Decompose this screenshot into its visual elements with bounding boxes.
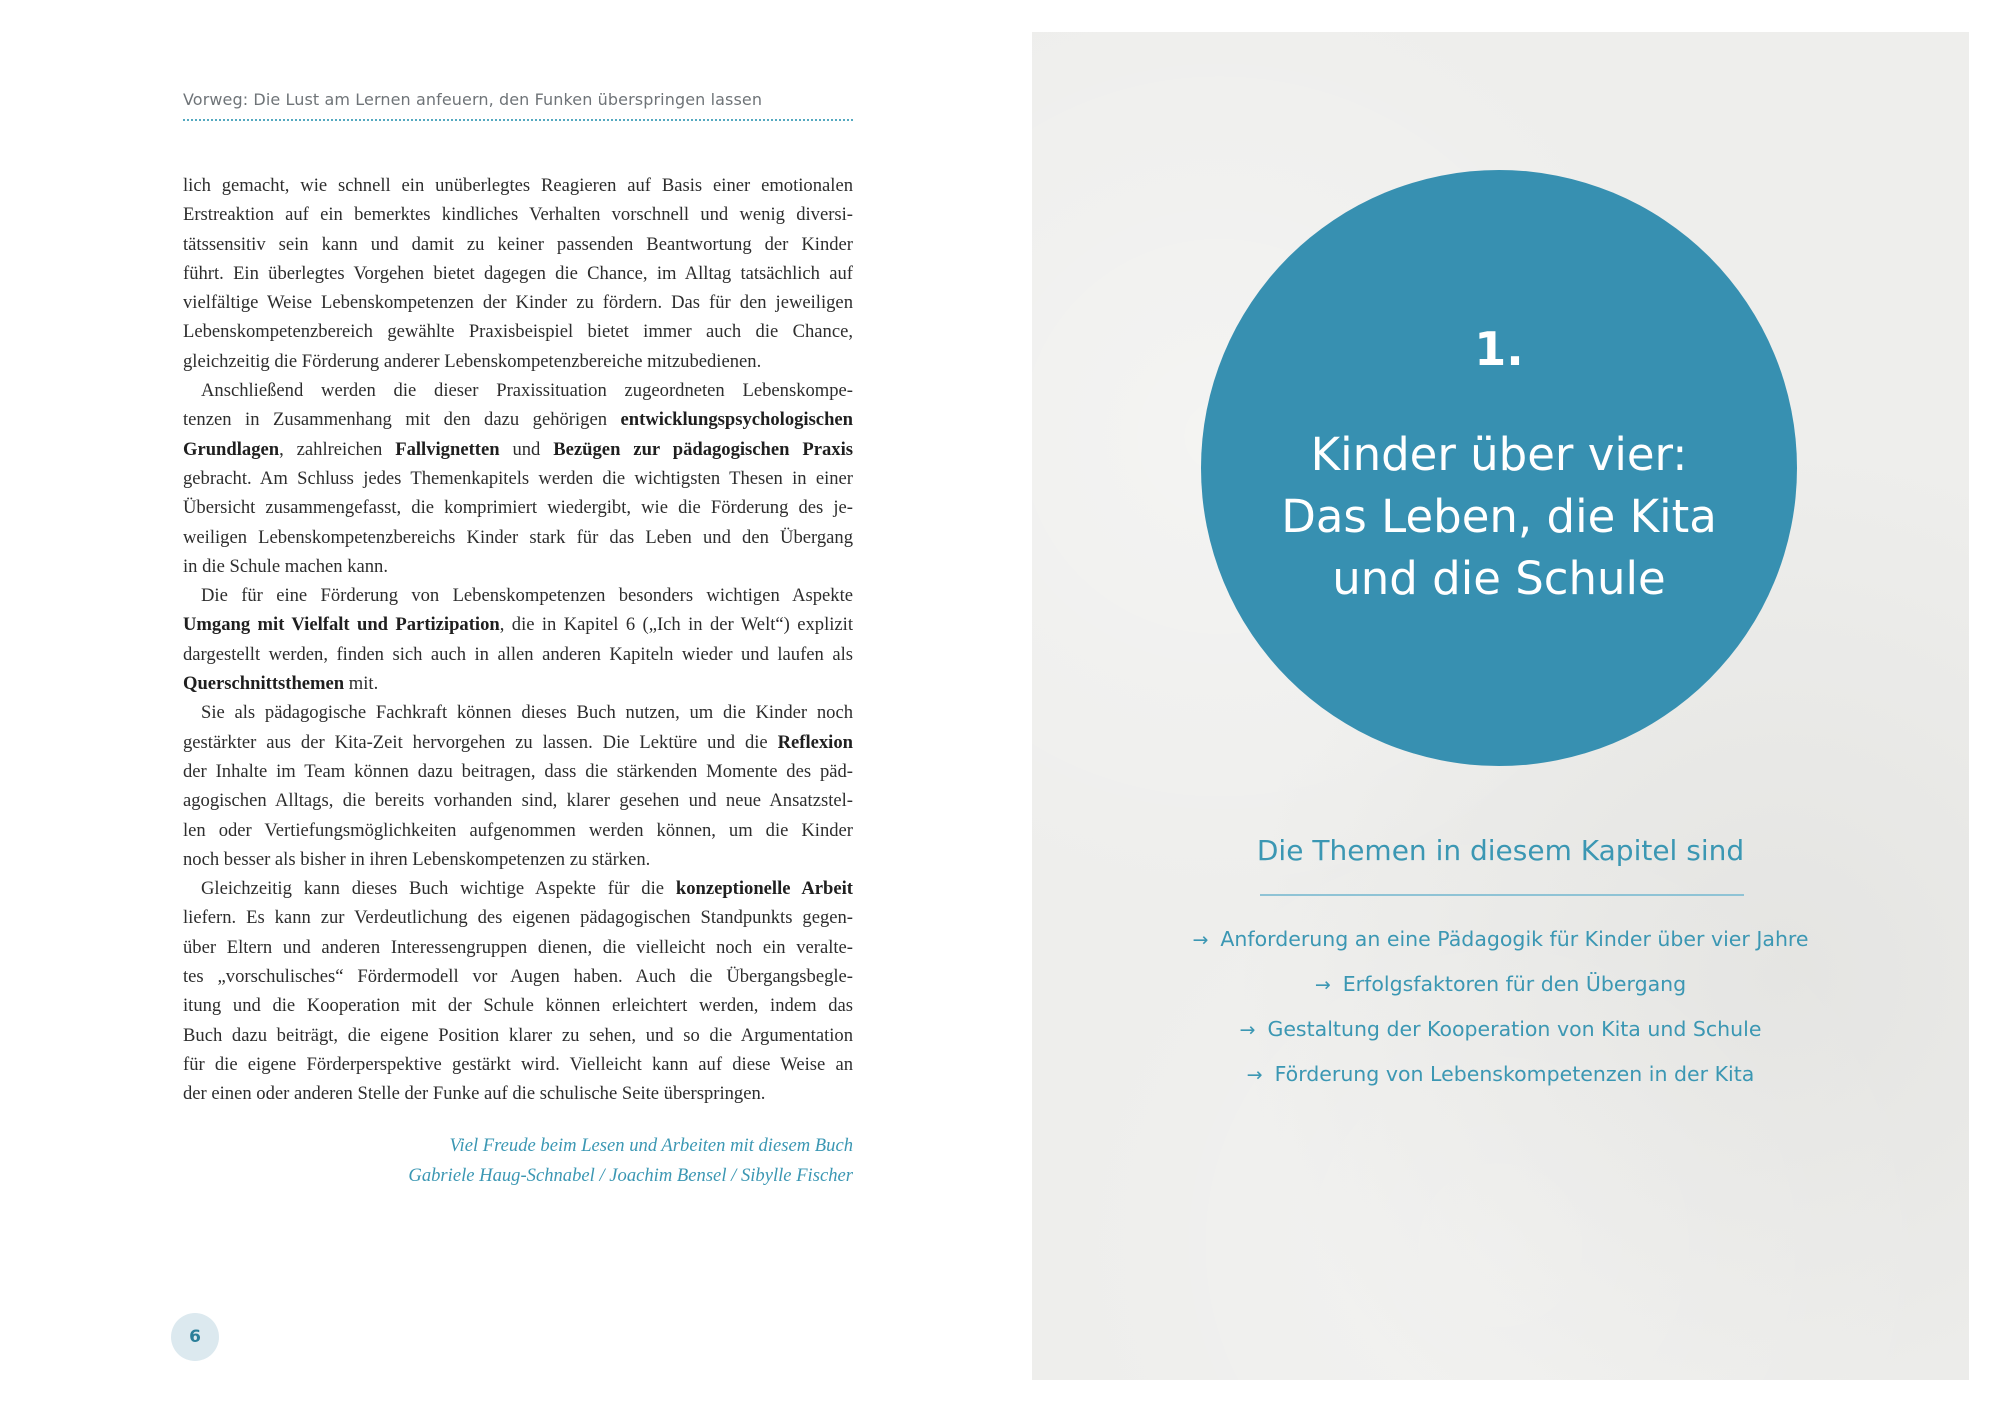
- body-line: [183, 523, 853, 552]
- text-run: itung und die Kooperation mit der Schule können erleichtert werden, indem das: [183, 995, 853, 1017]
- topic-item: [1032, 1052, 1969, 1097]
- text-run: weiligen Lebenskompetenzbereichs Kinder stark für das Leben und den Übergang: [183, 526, 853, 548]
- text-run: Die für eine Förderung von Lebenskompetenzen besonders wichtigen Aspekte: [201, 585, 853, 607]
- body-line: [183, 1050, 853, 1079]
- topic-item: [1032, 1007, 1969, 1052]
- header-divider: [183, 119, 853, 121]
- text-run: lich gemacht, wie schnell ein unüberlegtes Reagieren auf Basis einer emotionalen: [183, 175, 853, 196]
- chapter-number: 1.: [1474, 322, 1524, 376]
- topic-label: Erfolgsfaktoren für den Übergang: [1342, 972, 1687, 996]
- body-line: [183, 903, 853, 932]
- closing-signature: [183, 1131, 853, 1190]
- chapter-title-line: Kinder über vier:: [1310, 428, 1688, 481]
- text-run: dargestellt werden, finden sich auch in allen anderen Kapiteln wieder und laufen als: [183, 643, 853, 665]
- body-line: [183, 610, 853, 639]
- text-run: liefern. Es kann zur Verdeutlichung des eigenen pädagogischen Standpunkts gegen-: [183, 907, 853, 929]
- text-run: der Inhalte im Team können dazu beitragen, dass die stärkenden Momente des päd-: [183, 760, 853, 782]
- text-run: und: [499, 438, 554, 460]
- bold-term: Querschnittsthemen: [183, 673, 345, 695]
- text-run: Sie als pädagogische Fachkraft können dieses Buch nutzen, um die Kinder noch: [201, 702, 853, 724]
- body-text: [183, 171, 853, 1109]
- arrow-right-icon: →: [1192, 929, 1209, 951]
- text-run: gebracht. Am Schluss jedes Themenkapitels werden die wichtigsten Thesen in einer: [183, 467, 853, 489]
- body-line: [183, 757, 853, 786]
- text-run: gestärkter aus der Kita-Zeit hervorgehen zu lassen. Die Lektüre und die: [183, 731, 778, 753]
- text-run: für die eigene Förderperspektive gestärkt wird. Vielleicht kann auf diese Weise an: [183, 1053, 853, 1075]
- topic-label: Gestaltung der Kooperation von Kita und Schule: [1267, 1017, 1762, 1041]
- text-run: noch besser als bisher in ihren Lebenskompetenzen zu stärken.: [183, 848, 651, 870]
- body-line: [183, 698, 853, 727]
- body-line: [183, 464, 853, 493]
- body-line: [183, 317, 853, 346]
- text-run: tenzen in Zusammenhang mit den dazu gehörigen: [183, 409, 621, 431]
- text-run: mit.: [344, 673, 379, 695]
- authors-line: Gabriele Haug-Schnabel / Joachim Bensel / Sibylle Fischer: [408, 1164, 853, 1186]
- text-run: vielfältige Weise Lebenskompetenzen der Kinder zu fördern. Das für den jeweiligen: [183, 292, 853, 314]
- body-line: [183, 171, 853, 200]
- body-line: [183, 728, 853, 757]
- body-line: [183, 933, 853, 962]
- body-line: [183, 200, 853, 229]
- closing-line: Viel Freude beim Lesen und Arbeiten mit diesem Buch: [449, 1135, 853, 1156]
- arrow-right-icon: →: [1246, 1064, 1263, 1086]
- body-line: [183, 669, 853, 698]
- body-line: [183, 435, 853, 464]
- chapter-title-line: Das Leben, die Kita: [1281, 490, 1717, 543]
- topic-item: [1032, 917, 1969, 962]
- body-line: [183, 1021, 853, 1050]
- text-run: Erstreaktion auf ein bemerktes kindliches Verhalten vorschnell und wenig diversi-: [183, 204, 853, 226]
- bold-term: Reflexion: [777, 731, 853, 753]
- page-number: 6: [171, 1313, 219, 1361]
- running-header: Vorweg: Die Lust am Lernen anfeuern, den Funken überspringen lassen: [183, 90, 763, 109]
- text-run: Gleichzeitig kann dieses Buch wichtige Aspekte für die: [201, 878, 676, 900]
- text-run: , die in Kapitel 6 („Ich in der Welt“) explizit: [499, 614, 853, 636]
- topic-label: Förderung von Lebenskompetenzen in der Kita: [1274, 1062, 1755, 1086]
- body-line: [183, 845, 853, 874]
- body-line: [183, 376, 853, 405]
- body-line: [183, 552, 853, 581]
- body-line: [183, 1079, 853, 1108]
- body-line: [183, 816, 853, 845]
- text-run: gleichzeitig die Förderung anderer Lebenskompetenzbereiche mitzubedienen.: [183, 350, 762, 372]
- topic-label: Anforderung an eine Pädagogik für Kinder über vier Jahre: [1220, 927, 1809, 951]
- text-run: der einen oder anderen Stelle der Funke auf die schulische Seite überspringen.: [183, 1083, 766, 1105]
- text-run: Buch dazu beiträgt, die eigene Position klarer zu sehen, und so die Argumentation: [183, 1024, 853, 1046]
- text-run: Übersicht zusammengefasst, die komprimiert wiedergibt, wie die Förderung des je-: [183, 497, 853, 519]
- body-line: [183, 786, 853, 815]
- text-run: Lebenskompetenzbereich gewählte Praxisbeispiel bietet immer auch die Chance,: [183, 321, 853, 343]
- text-run: tätssensitiv sein kann und damit zu keiner passenden Beantwortung der Kinder: [183, 233, 853, 255]
- body-line: [183, 288, 853, 317]
- bold-term: entwicklungspsychologischen: [620, 409, 853, 431]
- body-line: [183, 405, 853, 434]
- bold-term: Bezügen zur pädagogischen Praxis: [553, 438, 853, 460]
- text-run: , zahlreichen: [279, 438, 396, 460]
- topic-item: [1032, 962, 1969, 1007]
- body-line: [183, 347, 853, 376]
- text-run: len oder Vertiefungsmöglichkeiten aufgenommen werden können, um die Kinder: [183, 819, 853, 841]
- body-line: [183, 874, 853, 903]
- text-run: über Eltern und anderen Interessengruppen dienen, die vielleicht noch ein veralte-: [183, 936, 853, 958]
- bold-term: Umgang mit Vielfalt und Partizipation: [183, 614, 500, 636]
- text-run: tes „vorschulisches“ Fördermodell vor Augen haben. Auch die Übergangsbegle-: [183, 966, 853, 988]
- text-run: führt. Ein überlegtes Vorgehen bietet dagegen die Chance, im Alltag tatsächlich auf: [183, 262, 853, 284]
- chapter-title: [1201, 424, 1797, 610]
- body-line: [183, 962, 853, 991]
- body-line: [183, 259, 853, 288]
- arrow-right-icon: →: [1239, 1019, 1256, 1041]
- body-line: [183, 640, 853, 669]
- body-line: [183, 493, 853, 522]
- body-line: [183, 230, 853, 259]
- arrow-right-icon: →: [1314, 974, 1331, 996]
- body-line: [183, 581, 853, 610]
- bold-term: konzeptionelle Arbeit: [675, 878, 853, 900]
- topics-heading: Die Themen in diesem Kapitel sind: [1256, 834, 1745, 867]
- text-run: Anschließend werden die dieser Praxissituation zugeordneten Lebenskompe-: [201, 380, 853, 402]
- text-run: agogischen Alltags, die bereits vorhanden sind, klarer gesehen und neue Ansatzstel-: [183, 790, 853, 812]
- topics-divider: [1260, 894, 1744, 896]
- bold-term: Fallvignetten: [395, 438, 500, 460]
- chapter-title-line: und die Schule: [1332, 552, 1666, 605]
- bold-term: Grundlagen: [183, 438, 280, 460]
- text-run: in die Schule machen kann.: [183, 555, 388, 577]
- body-line: [183, 991, 853, 1020]
- topics-list: [1032, 917, 1969, 1097]
